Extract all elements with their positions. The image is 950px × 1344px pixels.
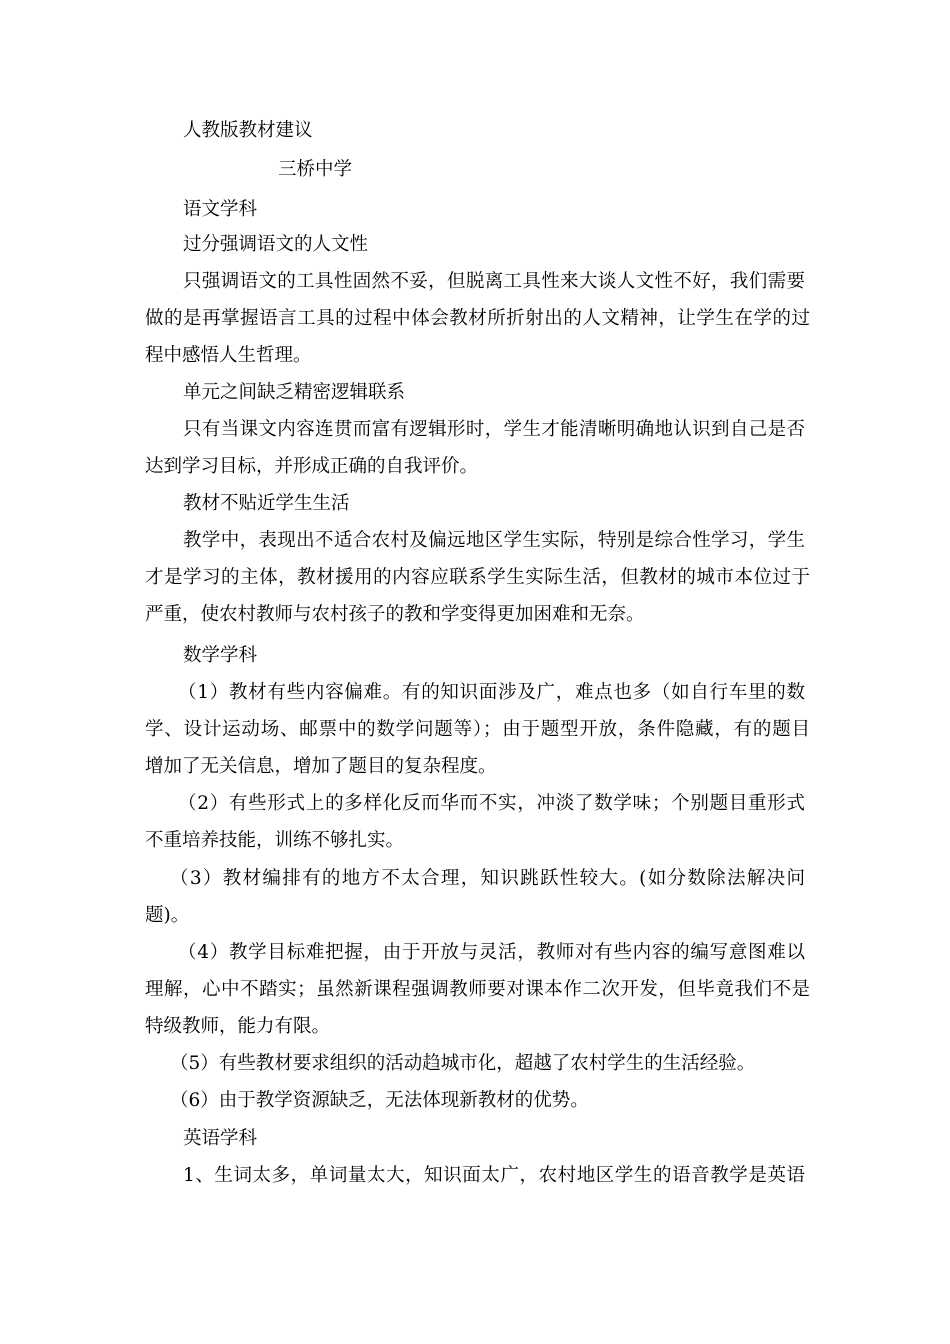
math-point-line: 题)。 bbox=[145, 905, 190, 926]
math-point-line: （2）有些形式上的多样化反而华而不实，冲淡了数学味；个别题目重形式 bbox=[178, 793, 805, 814]
math-point-line: （6）由于教学资源缺乏，无法体现新教材的优势。 bbox=[170, 1090, 589, 1111]
math-point-line: 理解，心中不踏实；虽然新课程强调教师要对课本作二次开发，但毕竟我们不是 bbox=[145, 979, 810, 1000]
math-point-line: （3）教材编排有的地方不太合理，知识跳跃性较大。(如分数除法解决问 bbox=[170, 868, 805, 889]
math-point-line: 增加了无关信息，增加了题目的复杂程度。 bbox=[145, 756, 497, 777]
math-point-line: （4）教学目标难把握，由于开放与灵活，教师对有些内容的编写意图难以 bbox=[178, 942, 805, 963]
section-heading-chinese: 语文学科 bbox=[183, 199, 258, 220]
paragraph-line: 达到学习目标，并形成正确的自我评价。 bbox=[145, 456, 479, 477]
paragraph-line: 只强调语文的工具性固然不妥，但脱离工具性来大谈人文性不好，我们需要 bbox=[183, 271, 805, 292]
subheading: 过分强调语文的人文性 bbox=[183, 234, 369, 255]
section-heading-math: 数学学科 bbox=[183, 645, 258, 666]
paragraph-line: 1、生词太多，单词量太大，知识面太广，农村地区学生的语音教学是英语 bbox=[183, 1165, 805, 1186]
math-point-line: 特级教师，能力有限。 bbox=[145, 1016, 331, 1037]
paragraph-line: 教学中，表现出不适合农村及偏远地区学生实际，特别是综合性学习，学生 bbox=[183, 530, 805, 551]
paragraph-line: 才是学习的主体，教材援用的内容应联系学生实际生活，但教材的城市本位过于 bbox=[145, 567, 810, 588]
paragraph-line: 做的是再掌握语言工具的过程中体会教材所折射出的人文精神，让学生在学的过 bbox=[145, 308, 810, 329]
subheading: 教材不贴近学生生活 bbox=[183, 493, 350, 514]
math-point-line: （1）教材有些内容偏难。有的知识面涉及广，难点也多（如自行车里的数 bbox=[178, 682, 805, 703]
document-title: 人教版教材建议 bbox=[183, 120, 313, 141]
paragraph-line: 严重，使农村教师与农村孩子的教和学变得更加困难和无奈。 bbox=[145, 604, 645, 625]
math-point-line: 不重培养技能，训练不够扎实。 bbox=[145, 830, 405, 851]
subheading: 单元之间缺乏精密逻辑联系 bbox=[183, 382, 406, 403]
school-name: 三桥中学 bbox=[278, 159, 353, 180]
math-point-line: （5）有些教材要求组织的活动趋城市化，超越了农村学生的生活经验。 bbox=[170, 1053, 756, 1074]
paragraph-line: 程中感悟人生哲理。 bbox=[145, 345, 312, 366]
paragraph-line: 只有当课文内容连贯而富有逻辑形时，学生才能清晰明确地认识到自己是否 bbox=[183, 419, 805, 440]
math-point-line: 学、设计运动场、邮票中的数学问题等）；由于题型开放，条件隐藏，有的题目 bbox=[145, 719, 810, 740]
section-heading-english: 英语学科 bbox=[183, 1128, 258, 1149]
